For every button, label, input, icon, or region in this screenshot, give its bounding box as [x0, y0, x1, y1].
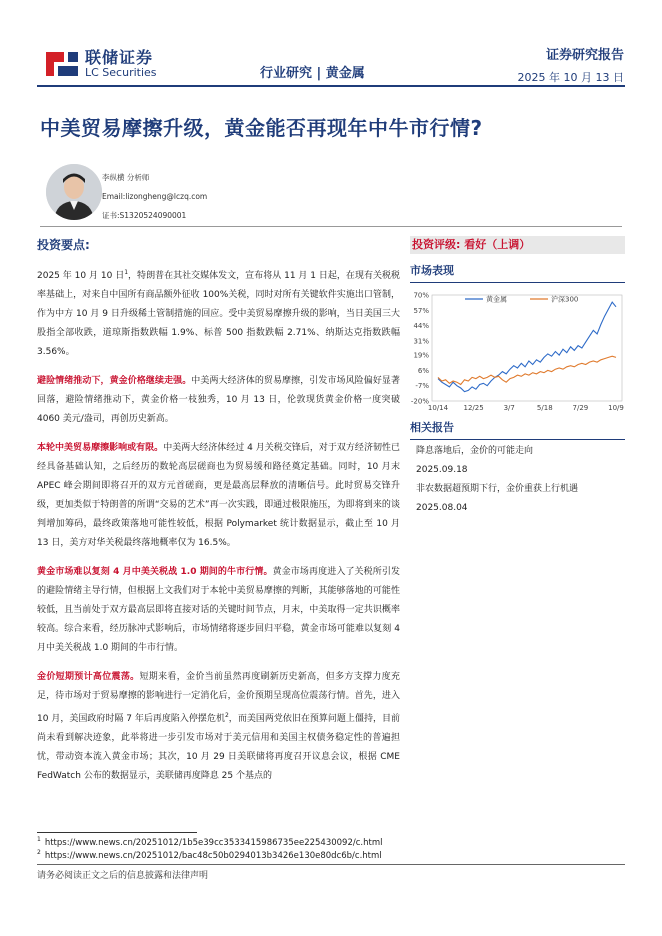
chart-frame	[432, 295, 622, 401]
y-tick-label: -7%	[415, 382, 429, 391]
footnote-number: 2	[37, 849, 41, 856]
analyst-cert: 证书:S1320524090001	[102, 211, 187, 220]
section-title: 投资要点:	[37, 238, 90, 252]
legend-label: 黄金属	[486, 295, 507, 304]
paragraph-5	[37, 668, 400, 786]
footnote-number: 1	[37, 836, 41, 843]
market-performance-title: 市场表现	[410, 262, 625, 283]
paragraph-2	[37, 372, 400, 429]
paragraph-text: 中美两大经济体的贸易摩擦，引发市场风险偏好显著回落，避险情绪推动下，黄金价格一枝独秀，10 月 13 日，伦敦现货黄金价格一度突破 4060 美元/盎司，再创历史新高。	[37, 376, 400, 424]
x-tick-label: 7/29	[572, 404, 589, 411]
report-type: 证券研究报告	[545, 48, 624, 63]
paragraph-text: 2025 年 10 月 10 日	[37, 271, 125, 281]
market-chart-svg	[410, 285, 625, 411]
y-tick-label: 57%	[413, 306, 429, 315]
report-category: 行业研究 | 黄金属	[260, 66, 365, 81]
related-report-date: 2025.08.04	[416, 503, 468, 513]
analyst-avatar	[46, 164, 102, 220]
legend-label: 沪深300	[551, 295, 579, 304]
company-logo	[44, 48, 157, 80]
disclaimer-footer[interactable]: 请务必阅读正文之后的信息披露和法律声明	[37, 871, 209, 881]
logo-en-text: LC Securities	[85, 66, 157, 79]
x-tick-label: 10/14	[427, 404, 449, 411]
analyst-divider	[40, 226, 622, 227]
x-tick-label: 12/25	[463, 404, 484, 411]
paragraph-3	[37, 439, 400, 553]
x-tick-label: 10/9	[608, 404, 624, 411]
paragraph-1	[37, 263, 400, 362]
y-tick-label: 31%	[413, 337, 429, 346]
related-reports-list	[410, 442, 625, 518]
logo-mark-icon	[44, 48, 80, 80]
footnote-1[interactable]	[37, 836, 382, 848]
sidebar	[410, 236, 625, 518]
y-tick-label: 19%	[413, 351, 429, 360]
paragraph-text: ，特朗普在其社交媒体发文，宣布将从 11 月 1 日起，在现有关税税率基础上，对来自中国所有商品额外征收 100%关税，同时对所有关键软件实施出口管制，作为中方 10 月 9 日升级稀土管制措施的回应。受中美贸易摩擦升级的影响，当日美国三大股指全部收跌，道琼斯指数跌幅 1.9%、标普 500 指数跌幅 2.71%、纳斯达克指数跌幅 3.56%。	[37, 271, 400, 357]
x-tick-label: 3/7	[503, 404, 515, 411]
y-tick-label: 6%	[417, 366, 429, 375]
investment-rating: 投资评级: 看好（上调）	[410, 236, 625, 254]
header-divider	[37, 85, 625, 87]
footnote-divider	[37, 832, 197, 833]
paragraph-text: 短期来看，金价当前虽然再度刷新历史新高，但多方支撑力度充足，待市场对于贸易摩擦的影响进行一定消化后，金价预期呈现高位震荡行情。首先，进入 10 月，美国政府时隔 7 年后再度陷入停摆危机	[37, 672, 400, 724]
related-report-title[interactable]: 非农数据超预期下行，金价重获上行机遇	[416, 484, 579, 494]
footnote-ref: 2	[224, 712, 229, 719]
series-line-hs300	[438, 356, 616, 384]
footnote-2[interactable]	[37, 849, 382, 861]
related-reports-title: 相关报告	[410, 419, 625, 440]
paragraph-text: 中美两大经济体经过 4 月关税交锋后，对于双方经济韧性已经具备基础认知，之后经历的数轮高层磋商也为贸易缓和路径奠定基础。同时，10 月末 APEC 峰会期间即将召开的双方元首磋商，更是最高层释放的清晰信号。此时贸易交锋升级，更加类似于特朗普的所谓“交易的艺术”再一次实践，即通过极限施压，为即将到来的谈判增加筹码，最终政策落地可能性较低，根据 Polymarket 统计数据显示，截止至 10 月 13 日，美方对华关税最终落地概率仅为 16.5%。	[37, 443, 400, 548]
paragraph-text: 黄金市场再度进入了关税所引发的避险情绪主导行情，但根据上文我们对于本轮中美贸易摩擦的判断，其能够落地的可能性较低，且当前处于双方最高层即将直接对话的关键时间节点，月末，中美取得一定共识概率较高。综合来看，经历脉冲式影响后，市场情绪将逐步回归平稳，黄金市场可能难以复刻 4 月中美关税战 1.0 期间的牛市行情。	[37, 567, 400, 653]
paragraph-highlight: 金价短期预计高位震荡。	[37, 672, 140, 682]
paragraph-highlight: 避险情绪推动下，黄金价格继续走强。	[37, 376, 192, 386]
footnote-url[interactable]: https://www.news.cn/20251012/bac48c50b0294013b3426e130e80dc6b/c.html	[44, 850, 382, 861]
footer-divider	[37, 864, 625, 865]
footnote-ref: 1	[124, 269, 129, 276]
report-title: 中美贸易摩擦升级，黄金能否再现年中牛市行情?	[40, 116, 483, 140]
related-report-date: 2025.09.18	[416, 465, 468, 475]
logo-cn-text: 联储证券	[85, 48, 154, 67]
x-tick-label: 5/18	[536, 404, 553, 411]
report-date: 2025 年 10 月 13 日	[517, 71, 624, 84]
y-tick-label: -20%	[410, 397, 429, 406]
related-report-title[interactable]: 降息落地后，金价的可能走向	[416, 446, 534, 456]
paragraph-highlight: 黄金市场难以复刻 4 月中美关税战 1.0 期间的牛市行情。	[37, 567, 273, 577]
footnote-url[interactable]: https://www.news.cn/20251012/1b5e39cc3533415986735ee225430092/c.html	[44, 837, 383, 848]
analyst-email: Email:lizongheng@lczq.com	[102, 192, 208, 201]
paragraph-highlight: 本轮中美贸易摩擦影响或有限。	[37, 443, 164, 453]
series-line-gold	[438, 302, 616, 392]
paragraph-text: ，而美国两党依旧在预算问题上僵持，目前尚未看到解决迹象，此举将进一步引发市场对于美元信用和美国主权债务稳定性的普遍担忧，带动资本流入黄金市场；其次，10 月 29 日美联储将再度召开议息会议，根据 CME FedWatch 公布的数据显示，美联储再度降息 25 个基点的	[37, 714, 400, 781]
y-tick-label: 70%	[413, 291, 429, 300]
y-tick-label: 44%	[413, 322, 429, 331]
market-chart	[410, 285, 625, 411]
analyst-name: 李纵横 分析师	[102, 173, 150, 182]
main-content	[37, 236, 400, 796]
paragraph-4	[37, 563, 400, 658]
